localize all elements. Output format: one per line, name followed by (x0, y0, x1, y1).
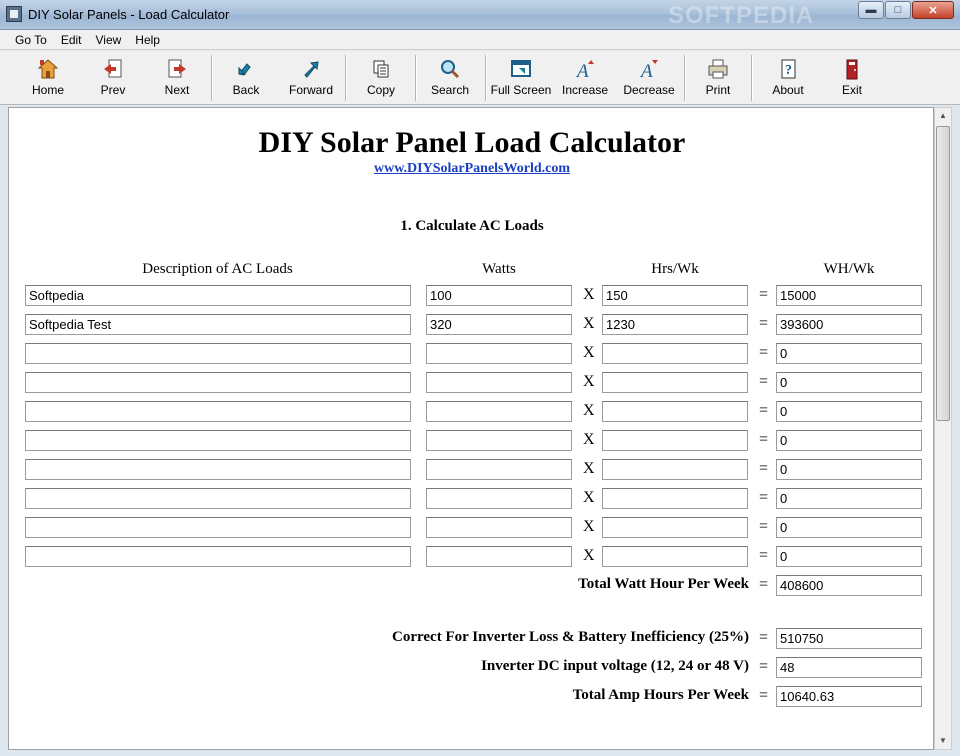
scroll-thumb[interactable] (936, 126, 950, 421)
menu-bar (0, 30, 960, 50)
font-decrease-icon (638, 58, 660, 80)
minimize-button[interactable]: ▬ (858, 1, 884, 19)
equals-sign: = (759, 344, 769, 361)
multiply-sign: X (583, 460, 595, 477)
full-screen-button[interactable]: Full Screen (488, 51, 554, 105)
watts-input[interactable] (426, 401, 572, 422)
wh-output[interactable]: 15000 (776, 285, 922, 306)
window-title: DIY Solar Panels - Load Calculator (28, 7, 230, 22)
window-controls (857, 1, 954, 19)
home-icon (37, 58, 59, 80)
back-arrow-icon (235, 58, 257, 80)
wh-output[interactable]: 0 (776, 517, 922, 538)
load-row (9, 430, 934, 452)
wh-output[interactable]: 0 (776, 546, 922, 567)
increase-button[interactable]: A Increase (556, 51, 614, 105)
toolbar-separator (485, 55, 487, 101)
load-row (9, 401, 934, 423)
multiply-sign: X (583, 547, 595, 564)
maximize-button[interactable]: □ (885, 1, 911, 19)
column-header-watts: Watts (482, 261, 516, 277)
watts-input[interactable] (426, 488, 572, 509)
menu-help[interactable]: Help (135, 32, 160, 47)
toolbar-separator (211, 55, 213, 101)
equals-sign: = (759, 460, 769, 477)
equals-sign: = (759, 658, 769, 675)
hours-input[interactable] (602, 430, 748, 451)
watts-input[interactable] (426, 343, 572, 364)
toolbar-separator (345, 55, 347, 101)
hours-input[interactable] (602, 343, 748, 364)
hours-input[interactable]: 1230 (602, 314, 748, 335)
total-watt-hours-field[interactable]: 408600 (776, 575, 922, 596)
load-row (9, 546, 934, 568)
equals-sign: = (759, 286, 769, 303)
forward-button[interactable]: Forward (278, 51, 344, 105)
toolbar-separator (751, 55, 753, 101)
prev-icon (102, 58, 124, 80)
watts-input[interactable] (426, 459, 572, 480)
watts-input[interactable] (426, 430, 572, 451)
equals-sign: = (759, 373, 769, 390)
next-icon (166, 58, 188, 80)
section-heading: 1. Calculate AC Loads (400, 218, 544, 234)
hours-input[interactable] (602, 372, 748, 393)
load-row (9, 517, 934, 539)
scroll-up-icon[interactable]: ▲ (939, 111, 947, 120)
equals-sign: = (759, 402, 769, 419)
load-row (9, 285, 934, 307)
inverter-voltage-field[interactable]: 48 (776, 657, 922, 678)
load-row (9, 459, 934, 481)
svg-text:A: A (577, 61, 589, 80)
equals-sign: = (759, 629, 769, 646)
corrected-watt-hours-field[interactable]: 510750 (776, 628, 922, 649)
close-button[interactable]: ✕ (912, 1, 954, 19)
home-button[interactable]: Home (16, 51, 80, 105)
page-title: DIY Solar Panel Load Calculator (258, 126, 686, 159)
window-frame-bottom (0, 750, 960, 756)
toolbar-separator (684, 55, 686, 101)
multiply-sign: X (583, 518, 595, 535)
wh-output[interactable]: 0 (776, 488, 922, 509)
multiply-sign: X (583, 344, 595, 361)
wh-output[interactable]: 393600 (776, 314, 922, 335)
svg-text:A: A (641, 61, 653, 80)
total-amp-hours-row (9, 686, 934, 708)
exit-icon (841, 58, 863, 80)
multiply-sign: X (583, 402, 595, 419)
toolbar (0, 51, 960, 105)
menu-go-to[interactable]: Go To (15, 32, 47, 47)
equals-sign: = (759, 315, 769, 332)
load-row (9, 488, 934, 510)
svg-text:?: ? (785, 63, 792, 78)
description-input[interactable] (25, 401, 411, 422)
vertical-scrollbar[interactable] (934, 107, 952, 750)
description-input[interactable]: Softpedia Test (25, 314, 411, 335)
font-increase-icon (574, 58, 596, 80)
total-amp-hours-label: Total Amp Hours Per Week (572, 687, 749, 703)
equals-sign: = (759, 547, 769, 564)
printer-icon (707, 58, 729, 80)
watts-input[interactable] (426, 372, 572, 393)
inverter-voltage-label: Inverter DC input voltage (12, 24 or 48 V) (481, 658, 749, 674)
hours-input[interactable]: 150 (602, 285, 748, 306)
column-header-description: Description of AC Loads (142, 261, 293, 277)
hours-input[interactable] (602, 401, 748, 422)
print-button[interactable]: Print (688, 51, 748, 105)
description-input[interactable]: Softpedia (25, 285, 411, 306)
column-header-hours: Hrs/Wk (651, 261, 699, 277)
equals-sign: = (759, 687, 769, 704)
calculator-page (8, 107, 934, 750)
load-row (9, 314, 934, 336)
exit-button[interactable]: Exit (822, 51, 882, 105)
hours-input[interactable] (602, 546, 748, 567)
about-icon (777, 58, 799, 80)
menu-view[interactable]: View (95, 32, 122, 47)
copy-button[interactable]: Copy (350, 51, 412, 105)
hours-input[interactable] (602, 517, 748, 538)
description-input[interactable] (25, 517, 411, 538)
inverter-voltage-row (9, 657, 934, 679)
watts-input[interactable] (426, 517, 572, 538)
website-link[interactable]: www.DIYSolarPanelsWorld.com (374, 161, 570, 176)
hours-input[interactable] (602, 488, 748, 509)
prev-button[interactable]: Prev (82, 51, 144, 105)
multiply-sign: X (583, 286, 595, 303)
multiply-sign: X (583, 315, 595, 332)
load-row (9, 372, 934, 394)
search-button[interactable]: Search (420, 51, 480, 105)
multiply-sign: X (583, 489, 595, 506)
scroll-down-icon[interactable]: ▼ (939, 736, 947, 745)
total-watt-hours-row (9, 575, 934, 597)
about-button[interactable]: ? About (756, 51, 820, 105)
equals-sign: = (759, 576, 769, 593)
description-input[interactable] (25, 343, 411, 364)
watts-input[interactable] (426, 546, 572, 567)
watermark: SOFTPEDIA (668, 2, 815, 29)
description-input[interactable] (25, 430, 411, 451)
watts-input[interactable]: 100 (426, 285, 572, 306)
back-button[interactable]: Back (216, 51, 276, 105)
wh-output[interactable]: 0 (776, 401, 922, 422)
forward-arrow-icon (300, 58, 322, 80)
multiply-sign: X (583, 431, 595, 448)
equals-sign: = (759, 489, 769, 506)
multiply-sign: X (583, 373, 595, 390)
description-input[interactable] (25, 372, 411, 393)
total-watt-hours-label: Total Watt Hour Per Week (578, 576, 749, 592)
app-icon (6, 6, 22, 22)
wh-output[interactable]: 0 (776, 372, 922, 393)
copy-icon (370, 58, 392, 80)
corrected-watt-hours-label: Correct For Inverter Loss & Battery Inefficiency (25%) (392, 629, 749, 645)
column-header-wh: WH/Wk (823, 261, 875, 277)
window-frame-right (952, 107, 960, 750)
equals-sign: = (759, 431, 769, 448)
equals-sign: = (759, 518, 769, 535)
load-row (9, 343, 934, 365)
description-input[interactable] (25, 546, 411, 567)
next-button[interactable]: Next (146, 51, 208, 105)
hours-input[interactable] (602, 459, 748, 480)
decrease-button[interactable]: A Decrease (618, 51, 680, 105)
wh-output[interactable]: 0 (776, 459, 922, 480)
total-amp-hours-field[interactable]: 10640.63 (776, 686, 922, 707)
title-bar (0, 0, 960, 30)
watts-input[interactable]: 320 (426, 314, 572, 335)
toolbar-separator (415, 55, 417, 101)
description-input[interactable] (25, 488, 411, 509)
menu-edit[interactable]: Edit (60, 32, 82, 47)
fullscreen-icon (510, 58, 532, 80)
wh-output[interactable]: 0 (776, 430, 922, 451)
corrected-watt-hours-row (9, 628, 934, 650)
description-input[interactable] (25, 459, 411, 480)
wh-output[interactable]: 0 (776, 343, 922, 364)
magnifier-icon (439, 58, 461, 80)
